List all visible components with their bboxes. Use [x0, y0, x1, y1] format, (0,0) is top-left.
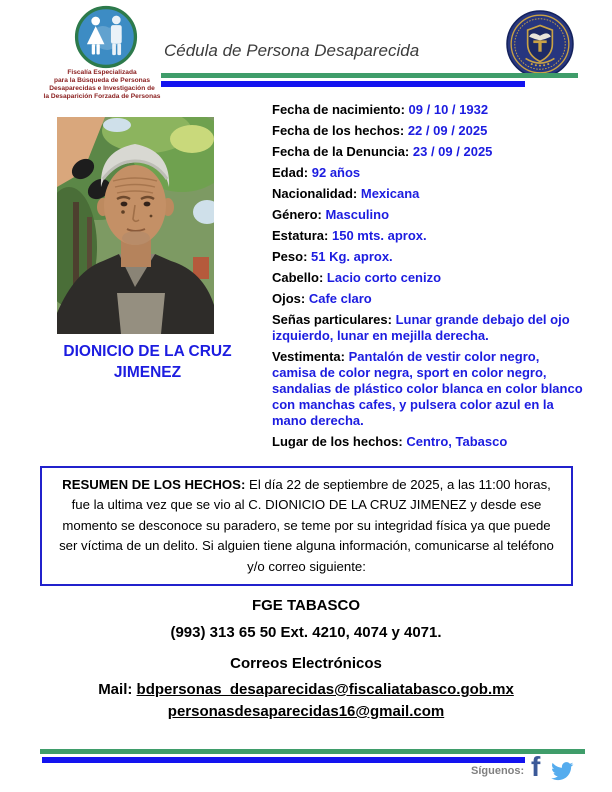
detail-fecha-denuncia: Fecha de la Denuncia: 23 / 09 / 2025	[272, 144, 493, 159]
contact-org: FGE TABASCO	[251, 597, 361, 614]
logo-caption-line: Desaparecidas e Investigación de	[49, 85, 155, 92]
email-link-gmail[interactable]: personasdesaparecidas16@gmail.com	[167, 703, 445, 720]
contact-emails-heading: Correos Electrónicos	[230, 655, 382, 672]
detail-vestimenta: Vestimenta: Pantalón de vestir color negro, camisa de color negra, sport en color negro, sandalias de plástico color blanca en color blanco con manchas cafes, y pulsera color azul en la mano derecha.	[272, 349, 583, 428]
detail-edad: Edad: 92 años	[272, 165, 361, 180]
detail-peso: Peso: 51 Kg. aprox.	[272, 249, 393, 264]
facebook-icon[interactable]: f	[531, 751, 541, 782]
detail-nacionalidad: Nacionalidad: Mexicana	[272, 186, 420, 201]
contact-phone: (993) 313 65 50 Ext. 4210, 4074 y 4071.	[170, 624, 442, 641]
summary-label: RESUMEN DE LOS HECHOS:	[62, 476, 246, 492]
detail-ojos: Ojos: Cafe claro	[272, 291, 372, 306]
logo-caption-line: para la Búsqueda de Personas	[53, 77, 150, 84]
detail-cabello: Cabello: Lacio corto cenizo	[272, 270, 442, 285]
summary-box	[40, 466, 573, 586]
fge-tabasco-seal-icon	[506, 10, 574, 78]
detail-estatura: Estatura: 150 mts. aprox.	[272, 228, 427, 243]
header-green-divider	[161, 73, 578, 78]
fiscalia-logo-caption	[24, 69, 180, 101]
detail-fecha-nacimiento: Fecha de nacimiento: 09 / 10 / 1932	[272, 102, 489, 117]
mail-label: Mail:	[98, 681, 137, 698]
detail-fecha-hechos: Fecha de los hechos: 22 / 09 / 2025	[272, 123, 488, 138]
logo-caption-line: Fiscalía Especializada	[67, 69, 137, 76]
footer-blue-divider	[42, 757, 525, 763]
person-details-list	[272, 102, 584, 455]
person-name	[25, 341, 270, 383]
contact-mail-line2	[0, 703, 612, 720]
email-link-fiscalia[interactable]: bdpersonas_desaparecidas@fiscaliatabasco.gob.mx	[136, 681, 514, 698]
person-name-line2: JIMENEZ	[113, 364, 182, 381]
logo-caption-line: la Desaparición Forzada de Personas	[43, 93, 161, 100]
summary-body: El día 22 de septiembre de 2025, a las 11:00 horas, fue la ultima vez que se vio al C. DIONICIO DE LA CRUZ JIMENEZ y desde ese momento se desconoce su paradero, se teme por su integridad física ya que puede ser víctima de un delito. Si alguien tiene alguna información, comunicarse al teléfono y/o correo siguiente:	[59, 476, 554, 574]
detail-genero: Género: Masculino	[272, 207, 390, 222]
person-name-line1: DIONICIO DE LA CRUZ	[63, 343, 232, 360]
fiscalia-search-logo-icon	[74, 5, 138, 69]
detail-senas-particulares: Señas particulares: Lunar grande debajo del ojo izquierdo, lunar en mejilla derecha.	[272, 312, 570, 343]
summary-text	[42, 469, 571, 584]
person-photo	[57, 117, 214, 334]
page-title: Cédula de Persona Desaparecida	[164, 41, 420, 60]
detail-lugar-hechos: Lugar de los hechos: Centro, Tabasco	[272, 434, 508, 449]
footer-green-divider	[40, 749, 585, 754]
follow-us-label: Síguenos:	[471, 765, 525, 777]
header-blue-divider	[161, 81, 525, 87]
twitter-icon[interactable]	[551, 762, 574, 781]
contact-mail-line	[0, 681, 612, 698]
contact-block	[0, 597, 612, 725]
